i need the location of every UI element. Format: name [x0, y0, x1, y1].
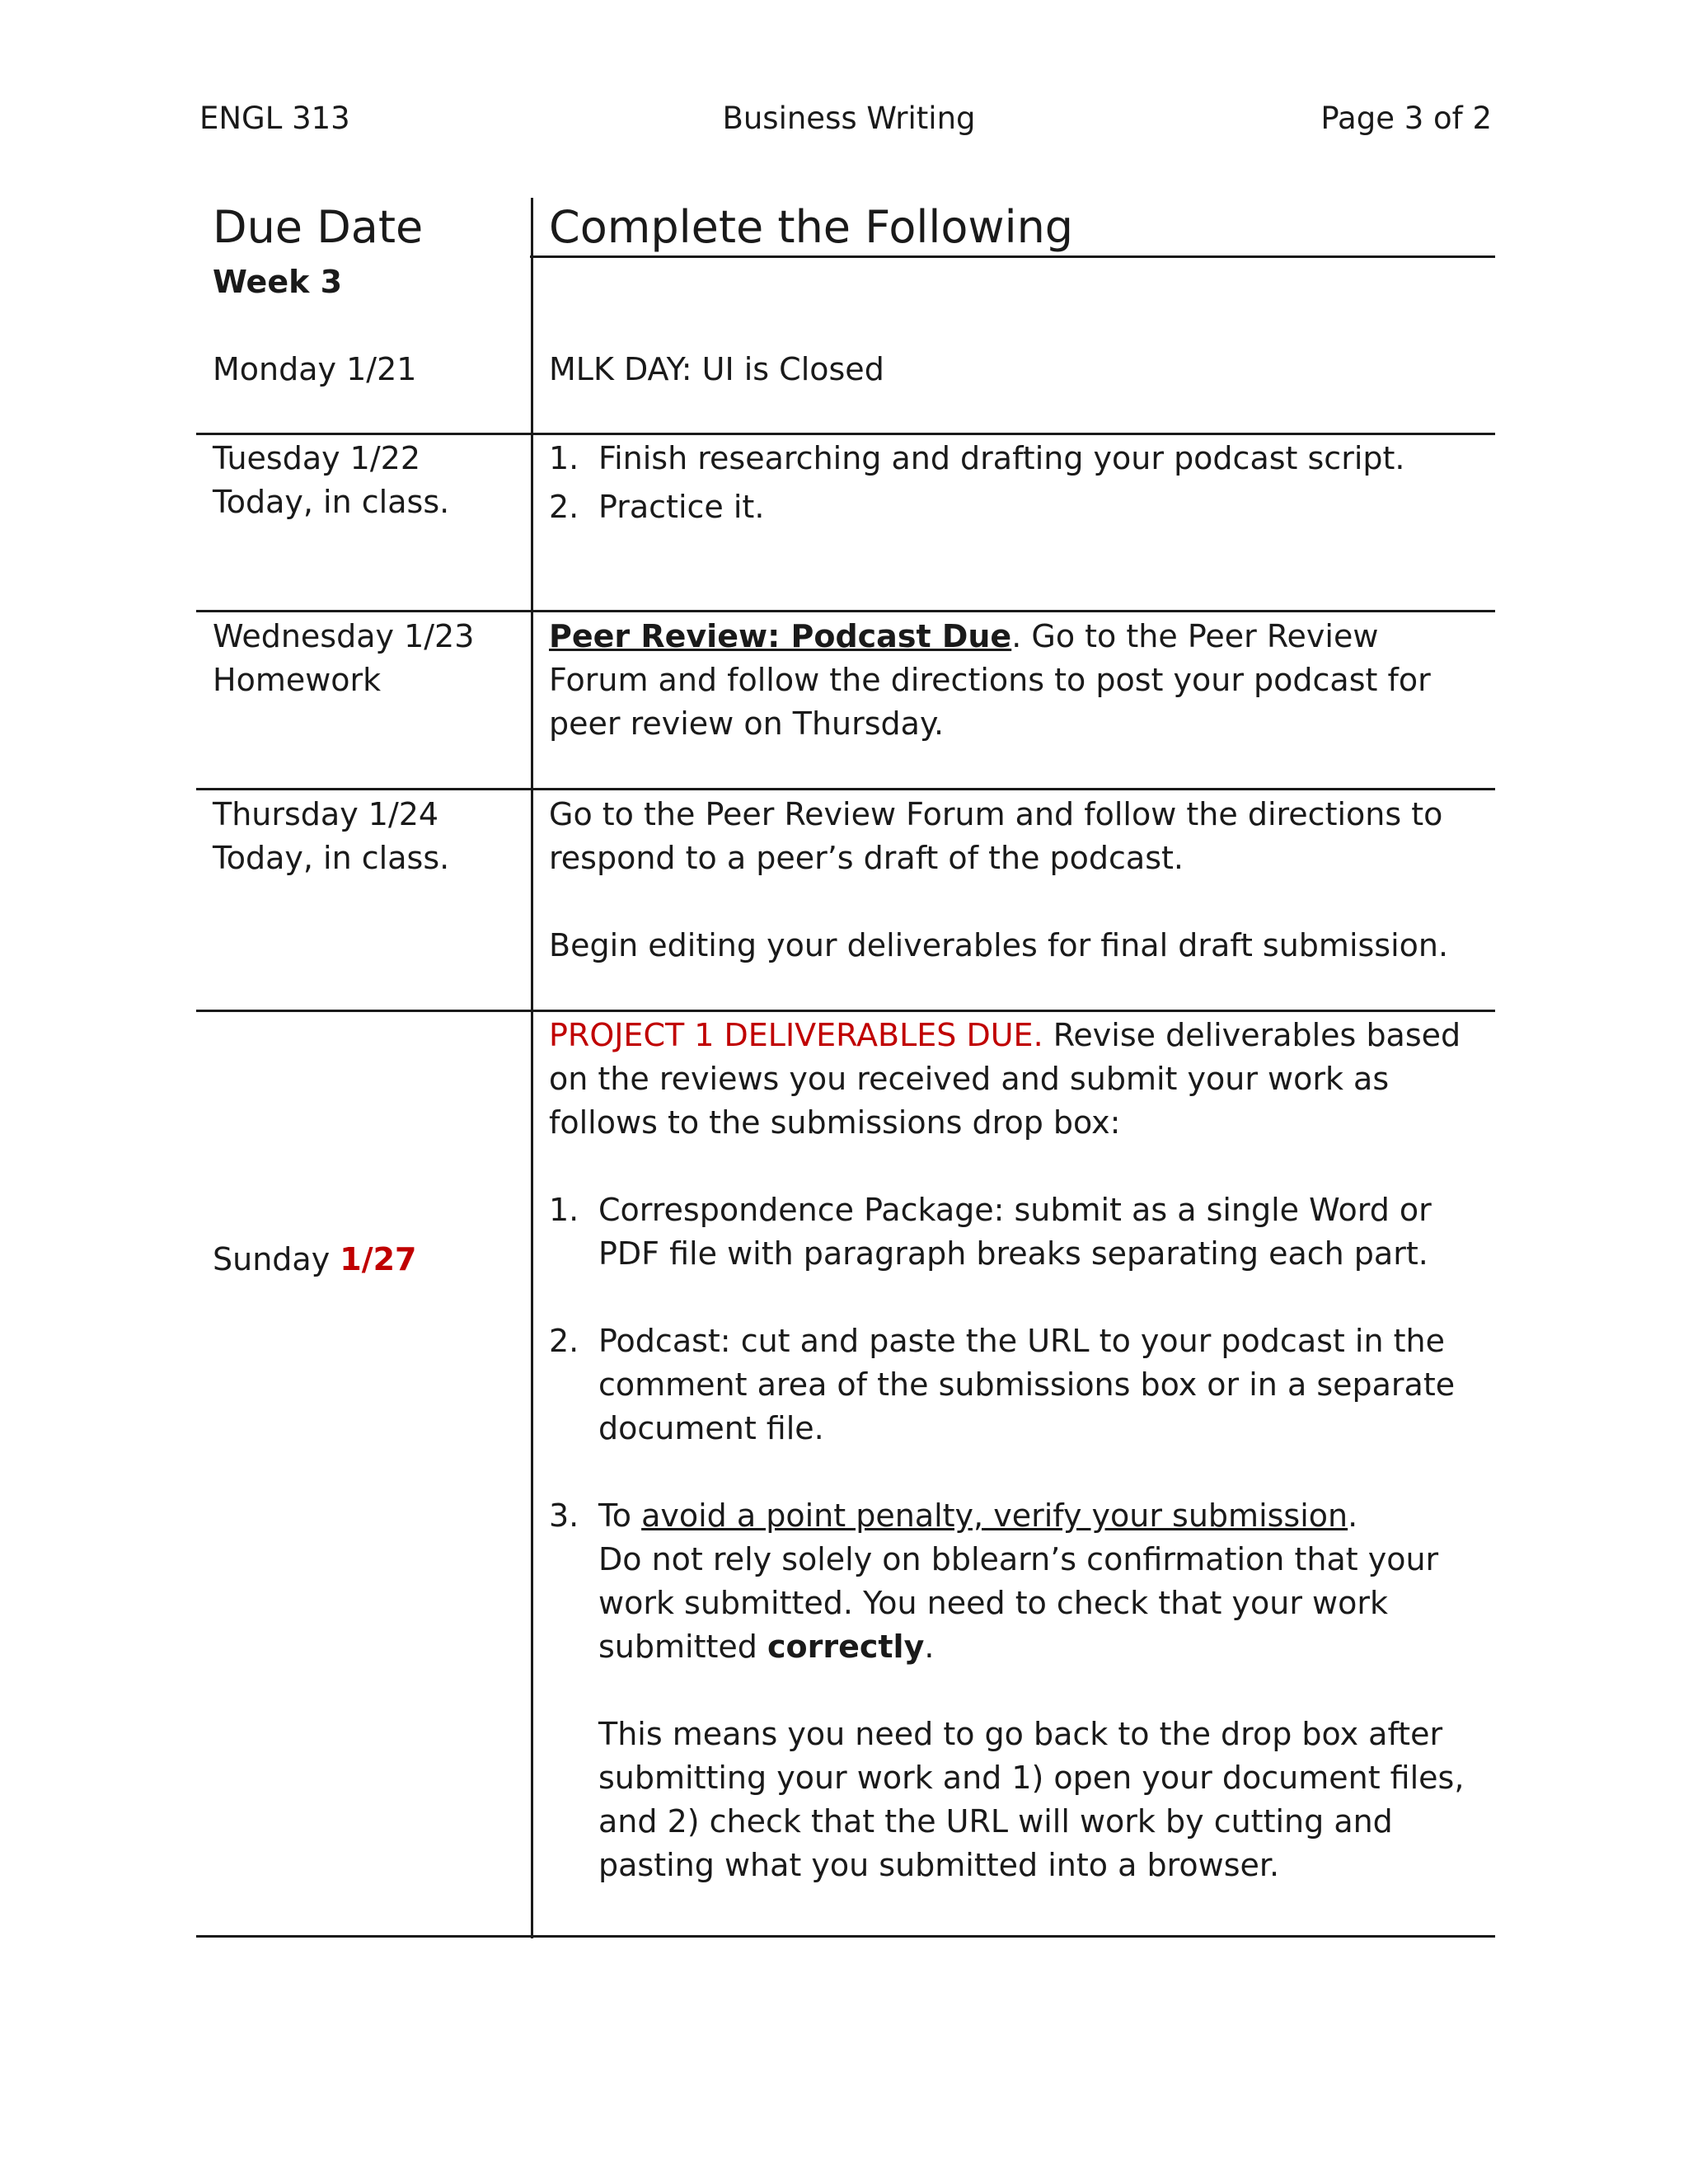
due-date-emphasis: 1/27 — [340, 1241, 417, 1277]
header-title: Business Writing — [722, 101, 976, 136]
task-text: Go to the Peer Review Forum and follow the directions to respond to a peer’s draft of the podcast. — [549, 796, 1443, 876]
list-item — [549, 1494, 1480, 1887]
date-note: Homework — [213, 662, 382, 698]
row-monday-date-cell — [213, 260, 526, 391]
task-text: Begin editing your deliverables for final draft submission. — [549, 927, 1449, 963]
row-wednesday-task-cell — [549, 615, 1480, 746]
verify-submission-link-text: avoid a point penalty, verify your submission — [641, 1497, 1348, 1534]
verify-detail: Do not rely solely on bblearn’s confirmation that your work submitted. You need to check that your work submitted correctly. — [598, 1541, 1439, 1665]
row-divider — [196, 788, 1495, 790]
row-thursday-date-cell — [213, 793, 526, 880]
list-number: 2. — [549, 489, 579, 525]
row-monday-task-cell — [549, 348, 1480, 391]
list-text: Correspondence Package: submit as a single Word or PDF file with paragraph breaks separating each part. — [598, 1192, 1432, 1272]
list-number: 1. — [549, 1192, 579, 1228]
task-text — [549, 1014, 1480, 1145]
row-sunday-date-cell — [213, 1238, 526, 1282]
tasks-header: Complete the Following — [549, 201, 1074, 253]
list-number: 3. — [549, 1497, 579, 1534]
peer-review-due-label: Peer Review: Podcast Due — [549, 618, 1012, 654]
list-text: To avoid a point penalty, verify your submission. — [598, 1497, 1358, 1534]
date-label: Tuesday 1/22 — [213, 440, 421, 476]
row-tuesday-task-cell — [549, 437, 1480, 529]
schedule-table — [196, 198, 1495, 1938]
list-number: 1. — [549, 440, 579, 476]
header-rule — [530, 255, 1495, 258]
task-text: MLK DAY: UI is Closed — [549, 351, 884, 387]
date-note: Today, in class. — [213, 840, 450, 876]
date-label: Monday 1/21 — [213, 351, 417, 387]
header-page-number: Page 3 of 2 — [1320, 101, 1492, 136]
task-body: . Go to the Peer Review Forum and follow the directions to post your podcast for peer review on Thursday. — [549, 618, 1431, 742]
verify-instructions: This means you need to go back to the drop box after submitting your work and 1) open your document files, and 2) check that the URL will work by cutting and pasting what you submitted into a browser. — [598, 1716, 1465, 1883]
week-label: Week 3 — [213, 264, 343, 300]
date-label: Wednesday 1/23 — [213, 618, 475, 654]
date-label — [213, 1238, 526, 1282]
list-item — [549, 485, 1480, 529]
list-text: Practice it. — [598, 489, 765, 525]
row-divider — [196, 1010, 1495, 1012]
row-sunday-task-cell — [549, 1014, 1480, 1887]
deliverables-due-label: PROJECT 1 DELIVERABLES DUE. — [549, 1017, 1043, 1053]
task-text — [549, 615, 1480, 746]
due-date-header: Due Date — [213, 201, 424, 253]
row-thursday-task-cell — [549, 793, 1480, 968]
column-divider — [531, 198, 533, 1938]
list-text: Podcast: cut and paste the URL to your podcast in the comment area of the submissions box or in a separate document file. — [598, 1323, 1456, 1446]
row-divider — [196, 433, 1495, 435]
list-item — [549, 1319, 1480, 1451]
task-body: Revise deliverables based on the reviews you received and submit your work as follows to the submissions drop box: — [549, 1017, 1461, 1141]
list-text: Finish researching and drafting your podcast script. — [598, 440, 1405, 476]
list-number: 2. — [549, 1323, 579, 1359]
list-item — [549, 1188, 1480, 1276]
date-weekday: Sunday — [213, 1241, 340, 1277]
list-item — [549, 437, 1480, 480]
row-wednesday-date-cell — [213, 615, 526, 702]
correctly-emphasis: correctly — [767, 1629, 925, 1665]
table-bottom-rule — [196, 1935, 1495, 1938]
row-tuesday-date-cell — [213, 437, 526, 524]
date-label: Thursday 1/24 — [213, 796, 439, 832]
date-note: Today, in class. — [213, 484, 450, 520]
header-course: ENGL 313 — [199, 101, 350, 136]
row-divider — [196, 610, 1495, 612]
